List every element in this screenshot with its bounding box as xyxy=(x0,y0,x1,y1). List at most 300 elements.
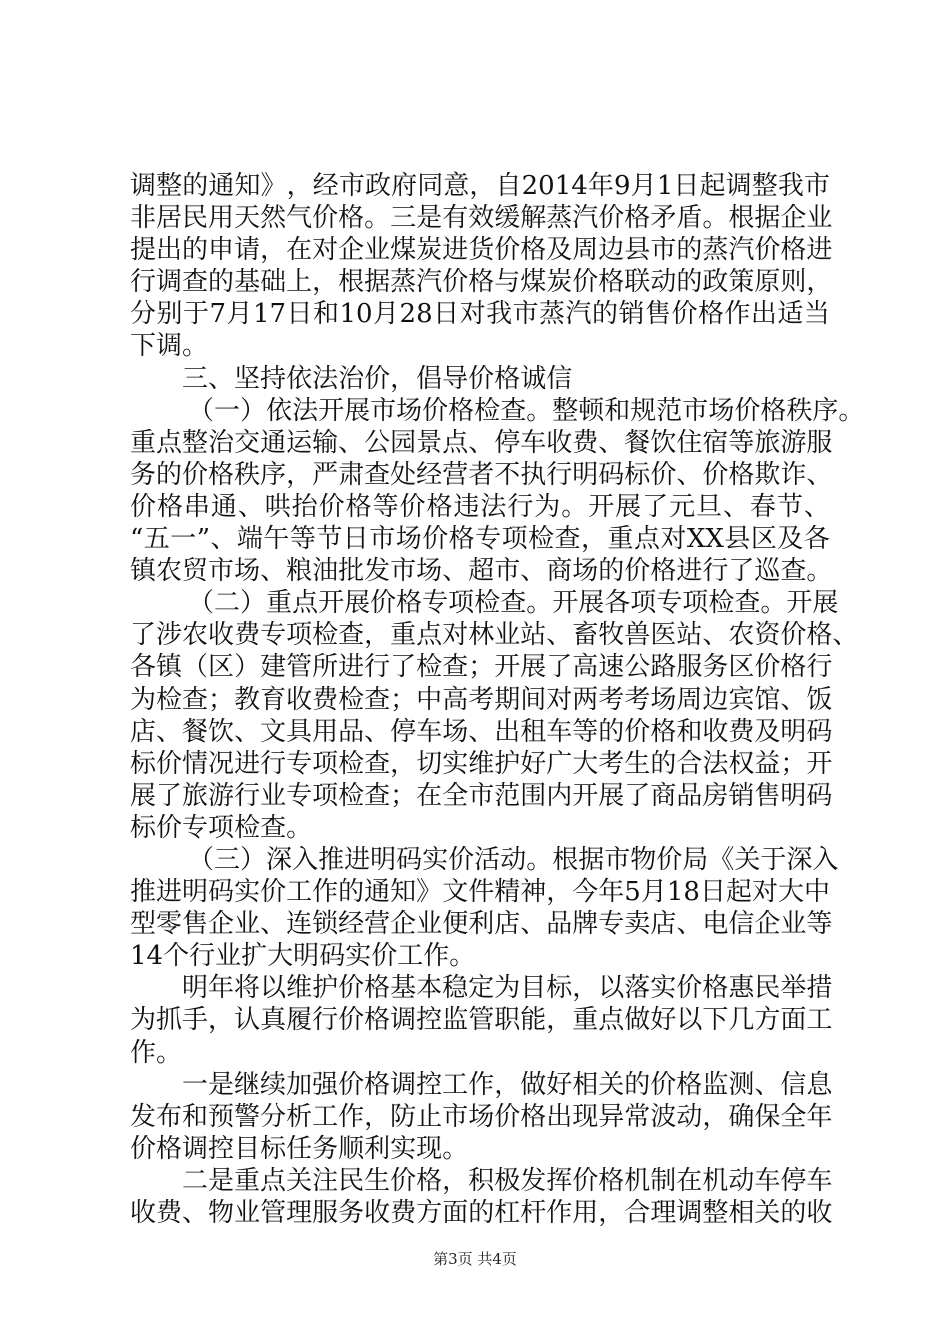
text-glyph: 重 xyxy=(266,588,293,619)
text-glyph: 价 xyxy=(656,844,683,875)
text-glyph: 价 xyxy=(572,267,599,298)
text-glyph: 品 xyxy=(546,909,573,940)
text-glyph: 居 xyxy=(156,203,183,234)
text-glyph: ， xyxy=(598,1198,625,1228)
text-glyph: 价 xyxy=(468,363,495,394)
text-glyph: 场 xyxy=(572,556,599,587)
text-glyph: 开 xyxy=(494,652,521,683)
text-glyph: 出 xyxy=(494,716,521,747)
text-glyph: 履 xyxy=(286,1005,313,1036)
text-glyph: 三 xyxy=(390,203,417,234)
text-glyph: 三 xyxy=(182,363,209,394)
text-glyph: 全 xyxy=(442,780,469,811)
text-glyph: 然 xyxy=(260,203,287,234)
text-glyph: 连 xyxy=(286,909,313,940)
text-glyph: 价 xyxy=(754,235,781,266)
text-line xyxy=(130,170,830,202)
text-glyph: 起 xyxy=(725,877,752,908)
text-glyph: 、 xyxy=(237,491,264,522)
text-glyph: 业 xyxy=(234,909,261,940)
text-glyph: 局 xyxy=(682,844,709,875)
text-line xyxy=(130,1133,830,1165)
text-glyph: 的 xyxy=(624,1069,651,1100)
text-glyph: 游 xyxy=(780,427,807,458)
text-glyph: 饭 xyxy=(806,684,833,715)
text-glyph: 、 xyxy=(234,716,261,747)
text-glyph: 价 xyxy=(422,524,449,555)
text-glyph: 房 xyxy=(702,780,729,811)
text-glyph: 价 xyxy=(182,459,209,490)
text-glyph: 市 xyxy=(494,556,521,587)
text-glyph: 文 xyxy=(260,716,287,747)
text-glyph: 格 xyxy=(416,1165,443,1196)
text-glyph: 能 xyxy=(520,1005,547,1036)
text-glyph: 车 xyxy=(806,1165,833,1196)
text-glyph: 查 xyxy=(260,812,287,843)
text-glyph: 费 xyxy=(572,427,599,458)
text-glyph: 车 xyxy=(520,427,547,458)
text-line xyxy=(130,459,833,491)
text-glyph: 检 xyxy=(156,684,183,715)
text-glyph: 行 xyxy=(260,748,287,779)
text-glyph: 点 xyxy=(416,620,443,651)
text-glyph: 价 xyxy=(624,716,651,747)
text-glyph: 的 xyxy=(676,235,703,266)
text-glyph: 深 xyxy=(786,844,813,875)
text-glyph: XX xyxy=(686,524,724,555)
text-glyph: 区 xyxy=(728,652,755,683)
text-glyph: 的 xyxy=(468,1198,495,1228)
text-glyph: 涉 xyxy=(156,620,183,651)
text-glyph: 考 xyxy=(598,684,625,715)
text-glyph: 标 xyxy=(546,973,573,1004)
text-glyph: 调 xyxy=(156,267,183,298)
text-glyph: 、 xyxy=(546,620,573,651)
text-glyph: 等 xyxy=(728,427,755,458)
text-glyph: 等 xyxy=(806,909,833,940)
text-glyph: 高 xyxy=(442,684,469,715)
text-glyph: 格 xyxy=(598,1165,625,1196)
text-line xyxy=(130,427,833,459)
text-glyph: 5 xyxy=(624,877,641,908)
text-glyph: ） xyxy=(240,844,267,875)
text-glyph: 为 xyxy=(130,684,157,715)
text-glyph: 项 xyxy=(501,524,528,555)
text-glyph: 检 xyxy=(708,588,735,619)
text-glyph: 价 xyxy=(734,395,761,426)
text-glyph: 和 xyxy=(182,1101,209,1132)
text-glyph: 我 xyxy=(486,299,513,330)
text-glyph: 点 xyxy=(260,1165,287,1196)
text-glyph: 农 xyxy=(728,620,755,651)
text-glyph: 诚 xyxy=(520,363,547,394)
text-glyph: ， xyxy=(494,1069,521,1100)
text-glyph: 上 xyxy=(286,267,313,298)
text-glyph: 镇 xyxy=(156,652,183,683)
text-glyph: 开 xyxy=(318,588,345,619)
text-glyph: 杠 xyxy=(494,1198,521,1228)
text-glyph: 抬 xyxy=(291,491,318,522)
text-glyph: 别 xyxy=(156,299,183,330)
text-glyph: 馆 xyxy=(754,684,781,715)
text-glyph: 宾 xyxy=(728,684,755,715)
text-glyph: 价 xyxy=(598,203,625,234)
text-line xyxy=(130,844,839,876)
text-glyph: 旅 xyxy=(182,780,209,811)
text-glyph: 策 xyxy=(728,267,755,298)
text-glyph: 县 xyxy=(624,235,651,266)
text-glyph: 方 xyxy=(416,1198,443,1228)
text-glyph: 、 xyxy=(520,909,547,940)
text-glyph: 民 xyxy=(338,1165,365,1196)
text-glyph: 在 xyxy=(286,235,313,266)
text-line xyxy=(130,780,833,812)
text-line xyxy=(130,1101,833,1133)
text-glyph: 码 xyxy=(208,877,235,908)
text-glyph: 价 xyxy=(422,395,449,426)
text-line xyxy=(130,748,833,780)
text-glyph: 9 xyxy=(614,171,631,201)
text-glyph: 有 xyxy=(442,203,469,234)
text-glyph: 的 xyxy=(598,716,625,747)
text-glyph: 法 xyxy=(292,395,319,426)
text-glyph: 价 xyxy=(364,363,391,394)
text-glyph: 价 xyxy=(312,203,339,234)
text-glyph: 注 xyxy=(312,1165,339,1196)
text-glyph: 炭 xyxy=(546,267,573,298)
text-glyph: 请 xyxy=(234,235,261,266)
text-glyph: 的 xyxy=(208,267,235,298)
text-glyph: 行 xyxy=(546,459,573,490)
text-glyph: 业 xyxy=(416,909,443,940)
text-glyph: 格 xyxy=(520,235,547,266)
text-line xyxy=(130,908,833,940)
text-glyph: 站 xyxy=(676,620,703,651)
text-glyph: 极 xyxy=(494,1165,521,1196)
text-glyph: 做 xyxy=(520,1069,547,1100)
text-glyph: 者 xyxy=(468,459,495,490)
text-glyph: 价 xyxy=(371,941,398,972)
text-line xyxy=(130,651,833,683)
text-glyph: 维 xyxy=(286,973,313,1004)
text-glyph: 商 xyxy=(650,780,677,811)
text-glyph: 经 xyxy=(416,459,443,490)
text-glyph: 了 xyxy=(390,652,417,683)
text-glyph: ， xyxy=(581,524,608,555)
text-glyph: ， xyxy=(546,877,573,908)
text-glyph: 发 xyxy=(520,1165,547,1196)
text-glyph: 析 xyxy=(286,1101,313,1132)
text-glyph: 通 xyxy=(260,427,287,458)
text-glyph: 点 xyxy=(442,427,469,458)
text-glyph: 动 xyxy=(728,1165,755,1196)
text-glyph: 实 xyxy=(422,844,449,875)
text-glyph: 点 xyxy=(633,524,660,555)
text-glyph: 格 xyxy=(364,973,391,1004)
text-glyph: 销 xyxy=(618,299,645,330)
text-glyph: 锁 xyxy=(312,909,339,940)
text-glyph: 控 xyxy=(416,1005,443,1036)
text-glyph: ， xyxy=(390,363,417,394)
text-glyph: ， xyxy=(312,267,339,298)
text-glyph: 专 xyxy=(286,748,313,779)
text-glyph: 工 xyxy=(442,1069,469,1100)
text-glyph: 、 xyxy=(832,620,859,651)
text-glyph: 职 xyxy=(494,1005,521,1036)
text-glyph: 场 xyxy=(234,556,261,587)
text-glyph: 午 xyxy=(263,524,290,555)
text-glyph: 关 xyxy=(754,1198,781,1228)
text-glyph: 业 xyxy=(215,941,242,972)
text-glyph: 收 xyxy=(702,716,729,747)
text-glyph: 考 xyxy=(598,748,625,779)
text-glyph: 通 xyxy=(208,171,235,201)
text-glyph: 日 xyxy=(286,299,313,330)
text-glyph: 运 xyxy=(286,427,313,458)
text-glyph: 售 xyxy=(644,299,671,330)
text-glyph: 全 xyxy=(780,1101,807,1132)
text-glyph: 费 xyxy=(234,620,261,651)
text-glyph: 了 xyxy=(546,652,573,683)
text-glyph: 检 xyxy=(416,652,443,683)
text-glyph: 路 xyxy=(650,652,677,683)
text-line xyxy=(130,298,830,330)
text-glyph: 落 xyxy=(624,973,651,1004)
text-line xyxy=(130,940,830,972)
text-glyph: 市 xyxy=(682,395,709,426)
text-glyph: 牌 xyxy=(572,909,599,940)
text-glyph: 手 xyxy=(182,1005,209,1036)
text-glyph: 油 xyxy=(312,556,339,587)
text-glyph: 出 xyxy=(750,299,777,330)
text-glyph: 店 xyxy=(650,909,677,940)
text-glyph: 况 xyxy=(208,748,235,779)
text-glyph: 售 xyxy=(182,909,209,940)
text-glyph: 真 xyxy=(260,1005,287,1036)
text-glyph: ， xyxy=(286,171,313,201)
text-glyph: 收 xyxy=(546,427,573,458)
text-glyph: 进 xyxy=(156,877,183,908)
text-glyph: 服 xyxy=(676,652,703,683)
text-glyph: 。 xyxy=(702,203,729,234)
text-glyph: 端 xyxy=(236,524,263,555)
text-glyph: 收 xyxy=(130,1198,157,1228)
text-glyph: 根 xyxy=(728,203,755,234)
text-glyph: 管 xyxy=(260,1198,287,1228)
text-glyph: 育 xyxy=(260,684,287,715)
text-glyph: 各 xyxy=(130,652,157,683)
text-glyph: 秩 xyxy=(786,395,813,426)
text-glyph: 在 xyxy=(676,1165,703,1196)
text-glyph: 费 xyxy=(312,684,339,715)
page-footer: 第3页 共4页 xyxy=(433,1250,517,1268)
text-glyph: 考 xyxy=(624,684,651,715)
text-glyph: 企 xyxy=(338,235,365,266)
text-glyph: 为 xyxy=(494,973,521,1004)
text-glyph: 开 xyxy=(572,780,599,811)
text-glyph: 相 xyxy=(572,1069,599,1100)
text-glyph: 区 xyxy=(208,652,235,683)
text-glyph: 解 xyxy=(520,203,547,234)
text-glyph: 日 xyxy=(433,299,460,330)
text-glyph: 7 xyxy=(209,299,226,330)
text-glyph: 目 xyxy=(234,1133,261,1164)
text-glyph: 方 xyxy=(754,1005,781,1036)
text-glyph: 汽 xyxy=(565,299,592,330)
text-glyph: ， xyxy=(702,1101,729,1132)
text-glyph: 格 xyxy=(448,395,475,426)
text-glyph: 范 xyxy=(494,780,521,811)
text-glyph: 、 xyxy=(364,716,391,747)
text-glyph: 秩 xyxy=(234,459,261,490)
text-glyph: 。 xyxy=(526,844,553,875)
text-glyph: 码 xyxy=(806,716,833,747)
text-glyph: 生 xyxy=(624,748,651,779)
text-glyph: 年 xyxy=(806,1101,833,1132)
text-glyph: 项 xyxy=(630,588,657,619)
text-glyph: 下 xyxy=(130,331,157,362)
text-glyph: 继 xyxy=(234,1069,261,1100)
text-glyph: 起 xyxy=(699,171,726,201)
text-glyph: 日 xyxy=(699,877,726,908)
text-glyph: 项 xyxy=(208,812,235,843)
text-glyph: 便 xyxy=(442,909,469,940)
text-glyph: 卖 xyxy=(624,909,651,940)
text-glyph: 了 xyxy=(624,780,651,811)
text-glyph: 法 xyxy=(702,748,729,779)
text-glyph: 车 xyxy=(754,1165,781,1196)
text-glyph: 日 xyxy=(342,524,369,555)
text-glyph: 倡 xyxy=(416,363,443,394)
text-glyph: 发 xyxy=(364,556,391,587)
text-glyph: 管 xyxy=(468,1005,495,1036)
text-glyph: 大 xyxy=(267,941,294,972)
text-glyph: 及 xyxy=(754,716,781,747)
text-glyph: 对 xyxy=(751,877,778,908)
text-glyph: 执 xyxy=(520,459,547,490)
text-glyph: 市 xyxy=(338,171,365,201)
text-glyph: 县 xyxy=(724,524,751,555)
text-glyph: 收 xyxy=(364,1198,391,1228)
text-glyph: 几 xyxy=(728,1005,755,1036)
text-glyph: 市 xyxy=(604,844,631,875)
text-glyph: 企 xyxy=(208,909,235,940)
text-glyph: 重 xyxy=(607,524,634,555)
text-glyph: 月 xyxy=(226,299,253,330)
text-glyph: 根 xyxy=(338,267,365,298)
text-glyph: 处 xyxy=(390,459,417,490)
text-glyph: 月 xyxy=(640,877,667,908)
text-glyph: 明 xyxy=(780,780,807,811)
text-glyph: 场 xyxy=(416,556,443,587)
text-glyph: 停 xyxy=(780,1165,807,1196)
text-glyph: ， xyxy=(572,973,599,1004)
text-glyph: 区 xyxy=(750,524,777,555)
text-line xyxy=(130,523,830,555)
text-glyph: 对 xyxy=(459,299,486,330)
text-glyph: 格 xyxy=(760,395,787,426)
text-glyph: 服 xyxy=(312,1198,339,1228)
text-glyph: 天 xyxy=(234,203,261,234)
text-glyph: 价 xyxy=(390,1165,417,1196)
text-glyph: 价 xyxy=(676,973,703,1004)
text-glyph: 申 xyxy=(208,235,235,266)
text-glyph: 护 xyxy=(312,973,339,1004)
text-line xyxy=(130,1165,833,1197)
text-glyph: 神 xyxy=(520,877,547,908)
text-glyph: 周 xyxy=(676,684,703,715)
text-glyph: 场 xyxy=(468,1101,495,1132)
text-glyph: 。 xyxy=(182,331,209,362)
text-glyph: 坚 xyxy=(234,363,261,394)
text-glyph: 查 xyxy=(500,395,527,426)
text-glyph: 挥 xyxy=(546,1165,573,1196)
text-glyph: 明 xyxy=(370,844,397,875)
text-glyph: 17 xyxy=(252,299,287,330)
text-glyph: 场 xyxy=(708,395,735,426)
text-glyph: 镇 xyxy=(130,556,157,587)
text-glyph: 格 xyxy=(780,652,807,683)
text-glyph: 品 xyxy=(338,716,365,747)
text-line xyxy=(130,330,830,362)
text-line xyxy=(130,555,833,587)
text-glyph: 当 xyxy=(803,299,830,330)
text-glyph: 资 xyxy=(754,620,781,651)
text-glyph: 检 xyxy=(234,812,261,843)
text-glyph: 工 xyxy=(397,941,424,972)
text-glyph: 整 xyxy=(552,395,579,426)
text-glyph: 商 xyxy=(546,556,573,587)
text-glyph: 、 xyxy=(803,491,830,522)
text-glyph: 市 xyxy=(468,780,495,811)
text-glyph: 管 xyxy=(286,652,313,683)
text-glyph: 大 xyxy=(572,748,599,779)
text-glyph: 价 xyxy=(338,1005,365,1036)
text-glyph: 好 xyxy=(546,1069,573,1100)
text-glyph: 今 xyxy=(572,877,599,908)
text-glyph: 行 xyxy=(702,556,729,587)
text-glyph: 作 xyxy=(546,1198,573,1228)
text-glyph: 开 xyxy=(806,748,833,779)
text-glyph: 月 xyxy=(373,299,400,330)
text-glyph: 价 xyxy=(399,491,426,522)
text-glyph: 了 xyxy=(156,780,183,811)
text-glyph: 价 xyxy=(780,620,807,651)
text-glyph: 法 xyxy=(480,491,507,522)
text-glyph: 市 xyxy=(208,556,235,587)
text-glyph: 租 xyxy=(520,716,547,747)
text-glyph: 务 xyxy=(338,1198,365,1228)
text-glyph: 间 xyxy=(520,684,547,715)
text-glyph: 出 xyxy=(546,1101,573,1132)
text-glyph: ， xyxy=(390,748,417,779)
text-glyph: 展 xyxy=(130,780,157,811)
text-glyph: 治 xyxy=(338,363,365,394)
text-glyph: 检 xyxy=(338,748,365,779)
text-glyph: 价 xyxy=(702,459,729,490)
text-glyph: 开 xyxy=(552,588,579,619)
text-glyph: 顺 xyxy=(338,1133,365,1164)
text-glyph: 、 xyxy=(442,556,469,587)
text-glyph: 波 xyxy=(650,1101,677,1132)
text-glyph: 动 xyxy=(676,1101,703,1132)
text-glyph: 的 xyxy=(676,267,703,298)
text-glyph: 价 xyxy=(156,748,183,779)
text-glyph: 整 xyxy=(156,171,183,201)
text-glyph: 入 xyxy=(812,844,839,875)
text-glyph: 、 xyxy=(676,459,703,490)
text-glyph: 月 xyxy=(630,171,657,201)
